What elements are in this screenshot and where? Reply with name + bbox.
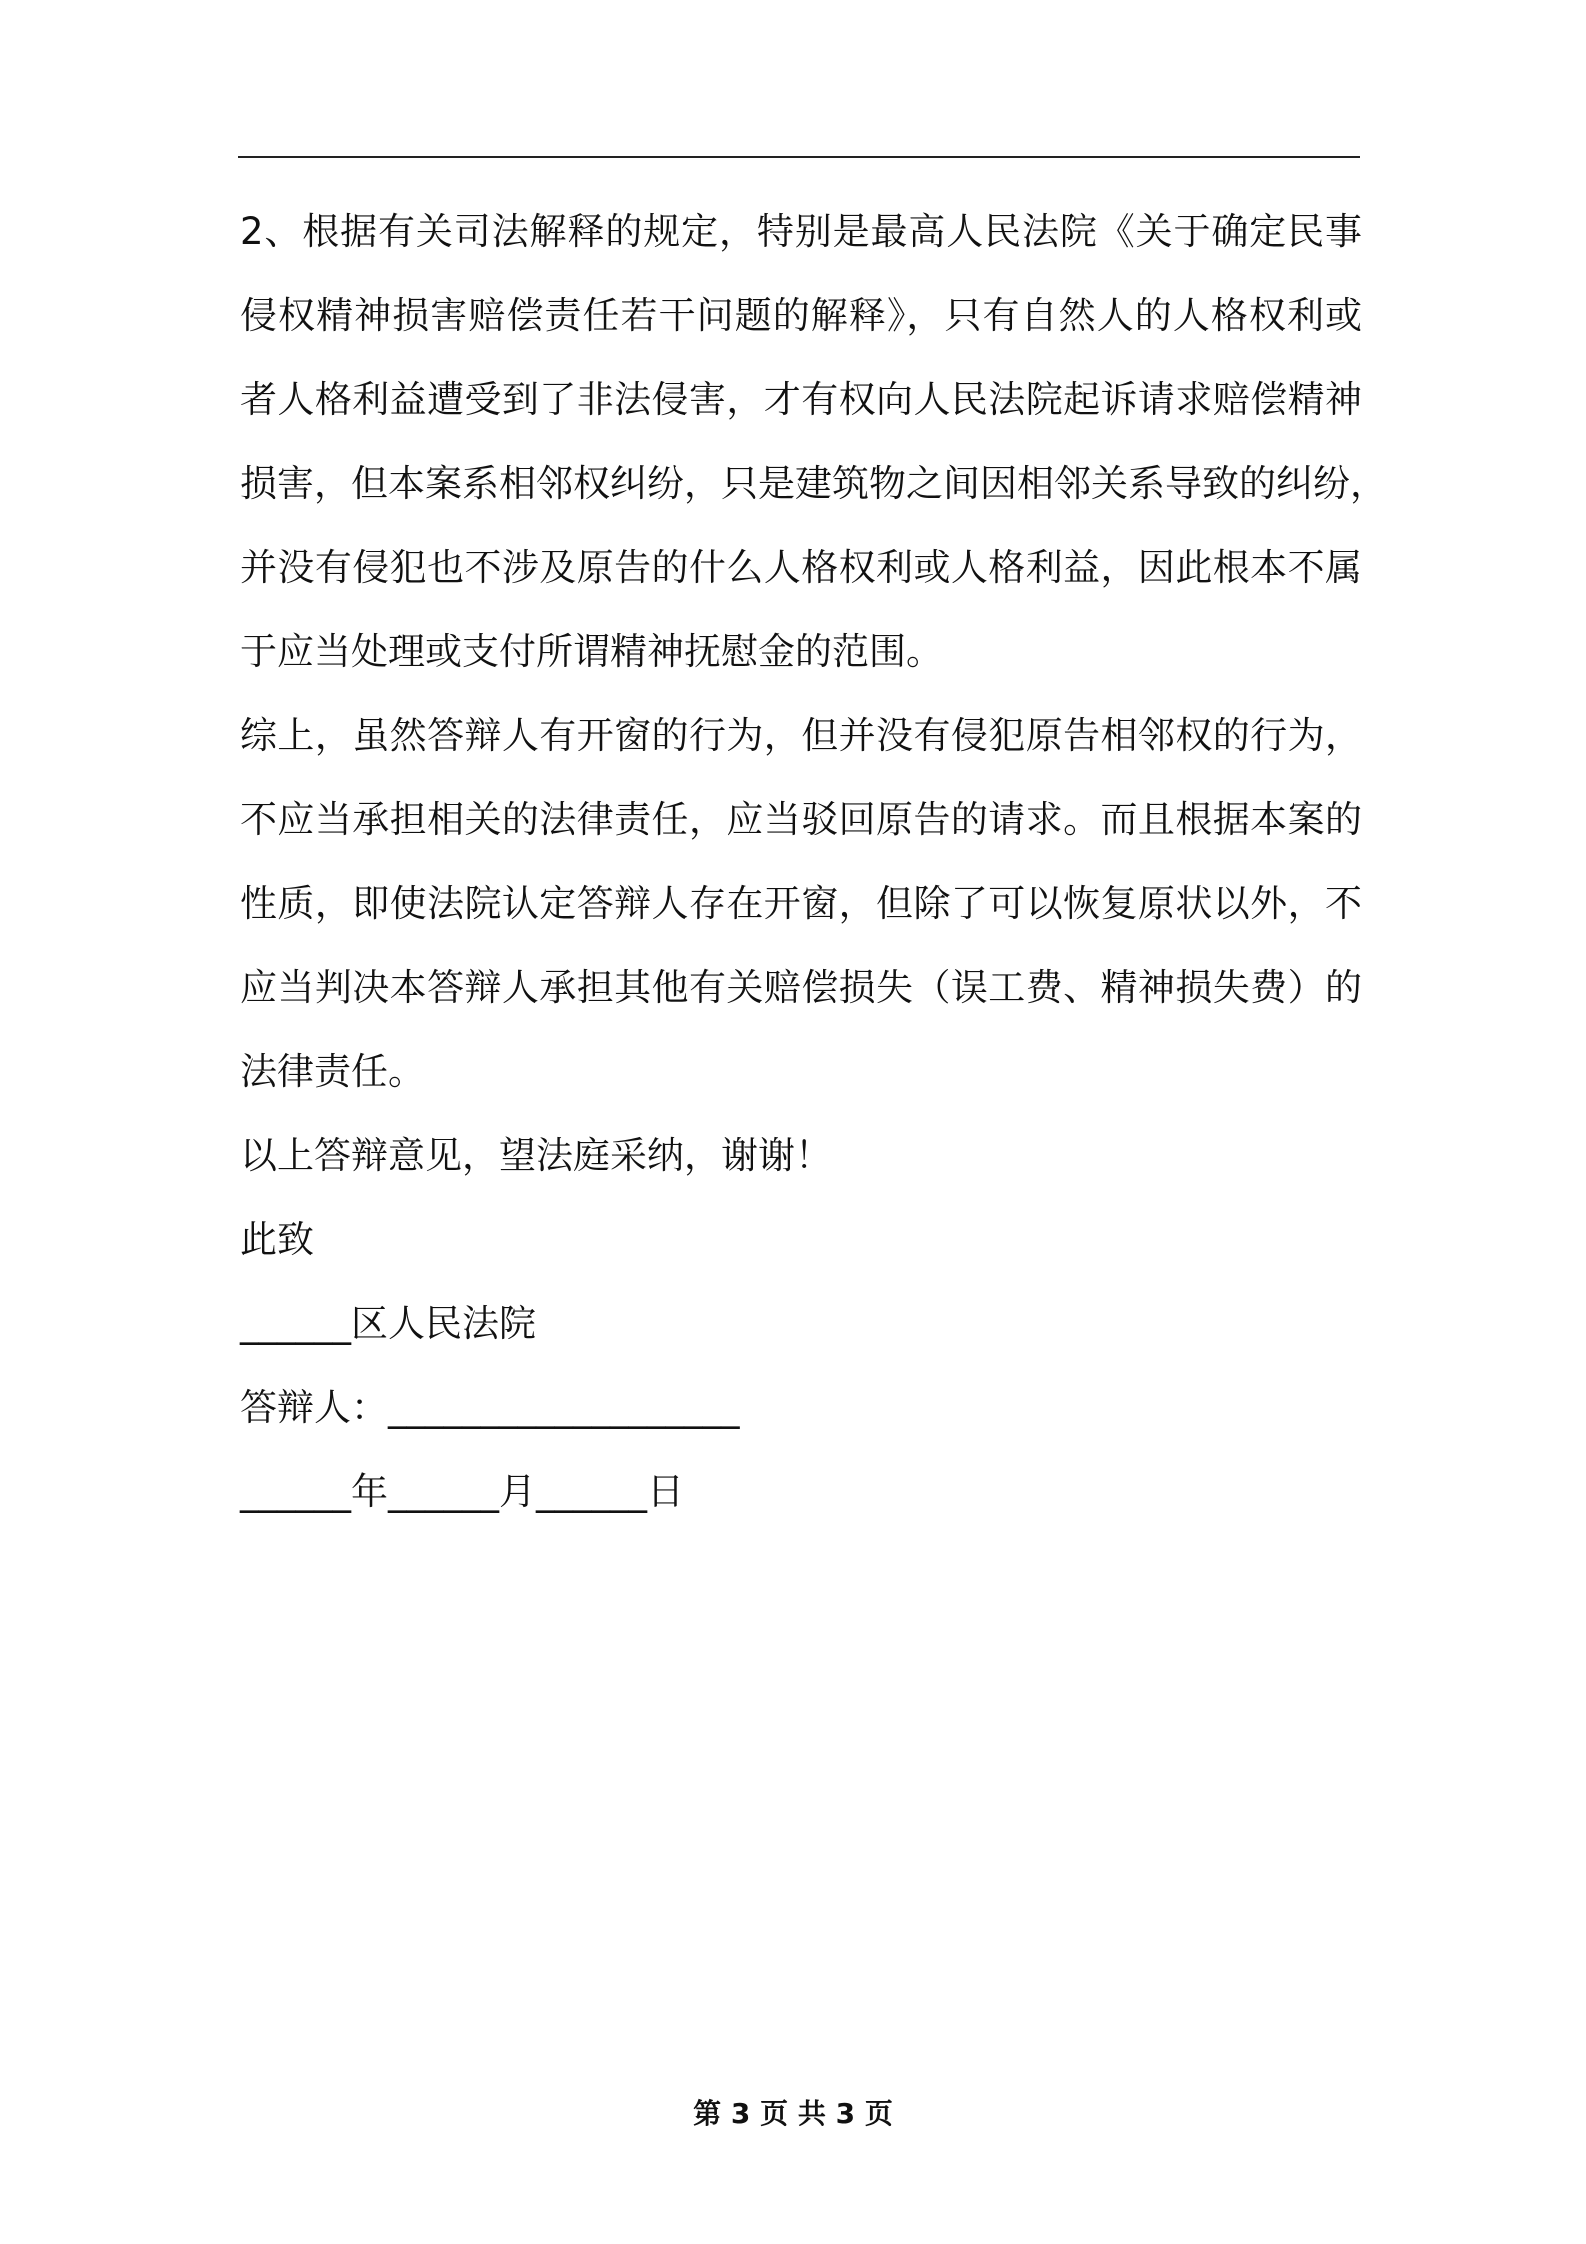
page-number: 第 3 页 共 3 页 [693, 2097, 893, 2130]
paragraph-2-line-5: 并没有侵犯也不涉及原告的什么人格权利或人格利益，因此根本不属 [240, 546, 1362, 589]
respondent-signature: 答辩人：___________________ [240, 1386, 740, 1429]
header-rule [238, 156, 1360, 158]
paragraph-2-line-1: 2、根据有关司法解释的规定，特别是最高人民法院《关于确定民事 [240, 210, 1362, 253]
paragraph-2-line-2: 侵权精神损害赔偿责任若干问题的解释》，只有自然人的人格权利或 [240, 294, 1362, 337]
summary-line-5: 法律责任。 [240, 1050, 425, 1093]
date-line: ______年______月______日 [240, 1470, 684, 1513]
salutation: 此致 [240, 1218, 314, 1261]
summary-line-3: 性质，即使法院认定答辩人存在开窗，但除了可以恢复原状以外，不 [240, 882, 1362, 925]
paragraph-2-line-6: 于应当处理或支付所谓精神抚慰金的范围。 [240, 630, 943, 673]
paragraph-2-line-3: 者人格利益遭受到了非法侵害，才有权向人民法院起诉请求赔偿精神 [240, 378, 1362, 421]
paragraph-2-line-4: 损害，但本案系相邻权纠纷，只是建筑物之间因相邻关系导致的纠纷， [240, 462, 1387, 505]
summary-line-4: 应当判决本答辩人承担其他有关赔偿损失（误工费、精神损失费）的 [240, 966, 1362, 1009]
closing-remark: 以上答辩意见，望法庭采纳，谢谢！ [240, 1134, 832, 1177]
summary-line-2: 不应当承担相关的法律责任，应当驳回原告的请求。而且根据本案的 [240, 798, 1362, 841]
court-recipient: ______区人民法院 [240, 1302, 536, 1345]
summary-line-1: 综上，虽然答辩人有开窗的行为，但并没有侵犯原告相邻权的行为， [240, 714, 1362, 757]
